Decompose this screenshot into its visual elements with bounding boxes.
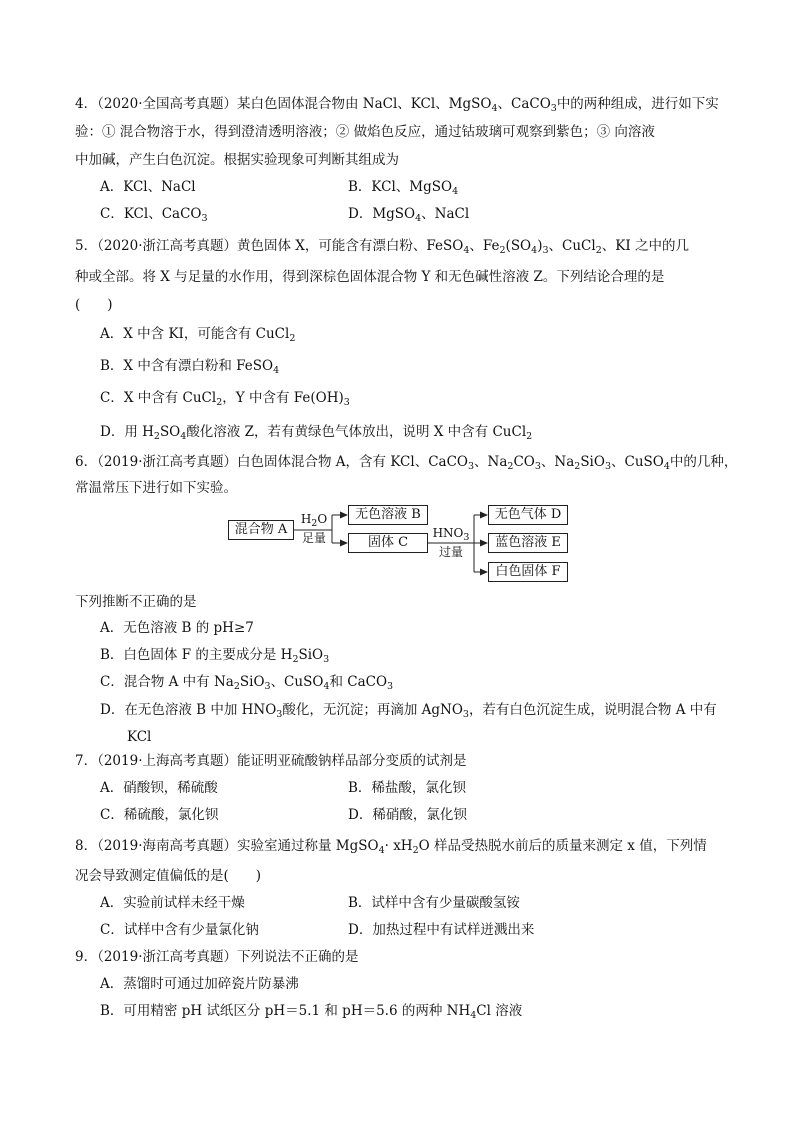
diagram-mixture-a: 混合物 A <box>228 520 294 540</box>
q5-option-a[interactable]: A．X 中含 KI，可能含有 CuCl$_2$ <box>100 326 296 344</box>
q4-line1: 4．（2020·全国高考真题）某白色固体混合物由 NaCl、KCl、MgSO$_4$、CaCO$_3$中的两种组成，进行如下实 <box>75 96 719 114</box>
q8-option-a[interactable]: A．实验前试样未经干燥 <box>100 895 245 911</box>
q6-option-c[interactable]: C．混合物 A 中有 $Na_2SiO_3$、CuSO$_4$和 CaCO$_3$ <box>100 674 394 692</box>
q5-option-c[interactable]: C．X 中含有 CuCl$_2$，Y 中含有 $Fe(OH)_3$ <box>100 390 350 408</box>
q4-option-d[interactable]: D．MgSO$_4$、NaCl <box>348 206 470 224</box>
q4-option-b[interactable]: B．KCl、MgSO$_4$ <box>348 179 459 197</box>
q6-option-d[interactable]: D．在无色溶液 B 中加 $HNO_3$酸化，无沉淀；再滴加 AgNO$_3$，若有白色沉淀生成，说明混合物 A 中有 <box>100 702 717 720</box>
q5-line2: 种或全部。将 X 与足量的水作用，得到深棕色固体混合物 Y 和无色碱性溶液 Z。下列结论合理的是 <box>75 269 665 285</box>
diagram-gas-d: 无色气体 D <box>488 505 568 525</box>
diagram-reagent-nitric-acid: $HNO_3$ <box>432 526 470 543</box>
q5-line1: 5．（2020·浙江高考真题）黄色固体 X，可能含有漂白粉、FeSO$_4$、$Fe_2(SO_4)_3$、CuCl$_2$、KI 之中的几 <box>75 238 689 256</box>
q7-option-a[interactable]: A．硝酸钡，稀硫酸 <box>100 780 218 796</box>
q7-option-d[interactable]: D．稀硝酸，氯化钡 <box>348 807 467 823</box>
q9-line1: 9．（2019·浙江高考真题）下列说法不正确的是 <box>75 949 359 965</box>
q6-option-b[interactable]: B．白色固体 F 的主要成分是 $H_2SiO_3$ <box>100 647 330 665</box>
q8-option-c[interactable]: C．试样中含有少量氯化钠 <box>100 922 259 938</box>
q8-option-d[interactable]: D．加热过程中有试样迸溅出来 <box>348 922 535 938</box>
q4-line2: 验：① 混合物溶于水，得到澄清透明溶液；② 做焰色反应，通过钴玻璃可观察到紫色；③ 向溶液 <box>75 124 655 140</box>
diagram-reagent-water-amount: 足量 <box>301 531 326 545</box>
q5-option-b[interactable]: B．X 中含有漂白粉和 FeSO$_4$ <box>100 358 280 376</box>
q4-option-c[interactable]: C．KCl、CaCO$_3$ <box>100 206 208 224</box>
q9-option-b[interactable]: B．可用精密 pH 试纸区分 pH＝5.1 和 pH＝5.6 的两种 $NH_4Cl$ 溶液 <box>100 1003 523 1021</box>
diagram-solid-f: 白色固体 F <box>488 562 568 582</box>
q7-option-c[interactable]: C．稀硫酸，氯化钡 <box>100 807 219 823</box>
q6-option-a[interactable]: A．无色溶液 B 的 pH≥7 <box>100 620 254 636</box>
q6-line2: 常温常压下进行如下实验。 <box>75 480 237 496</box>
diagram-reagent-nitric-amount: 过量 <box>438 545 463 559</box>
q8-option-b[interactable]: B．试样中含有少量碳酸氢铵 <box>348 895 520 911</box>
q5-line3: ( ) <box>75 297 113 313</box>
q6-prompt: 下列推断不正确的是 <box>75 594 197 610</box>
diagram-solid-c: 固体 C <box>348 533 428 553</box>
q6-option-d-continued: KCl <box>127 729 152 745</box>
q5-option-d[interactable]: D．用 $H_2SO_4$酸化溶液 Z，若有黄绿色气体放出，说明 X 中含有 CuCl$_2$ <box>100 424 533 442</box>
q9-option-a[interactable]: A．蒸馏时可通过加碎瓷片防暴沸 <box>100 976 299 992</box>
diagram-solution-e: 蓝色溶液 E <box>488 533 568 553</box>
q4-line3: 中加碱，产生白色沉淀。根据实验现象可判断其组成为 <box>75 152 399 168</box>
q7-option-b[interactable]: B．稀盐酸，氯化钡 <box>348 780 466 796</box>
q8-line2: 况会导致测定值偏低的是( ) <box>75 868 262 884</box>
q4-option-a[interactable]: A．KCl、NaCl <box>100 179 196 195</box>
q7-line1: 7．（2019·上海高考真题）能证明亚硫酸钠样品部分变质的试剂是 <box>75 753 467 769</box>
diagram-solution-b: 无色溶液 B <box>348 505 428 525</box>
q8-line1: 8．（2019·海南高考真题）实验室通过称量 MgSO$_4$· $xH_2O$ 样品受热脱水前后的质量来测定 x 值，下列情 <box>75 838 707 856</box>
diagram-reagent-water: $H_2O$ <box>300 512 328 529</box>
q6-line1: 6．（2019·浙江高考真题）白色固体混合物 A，含有 KCl、CaCO$_3$、$Na_2CO_3$、$Na_2SiO_3$、CuSO$_4$中的几种， <box>75 454 738 472</box>
q6-flow-diagram <box>226 503 572 585</box>
